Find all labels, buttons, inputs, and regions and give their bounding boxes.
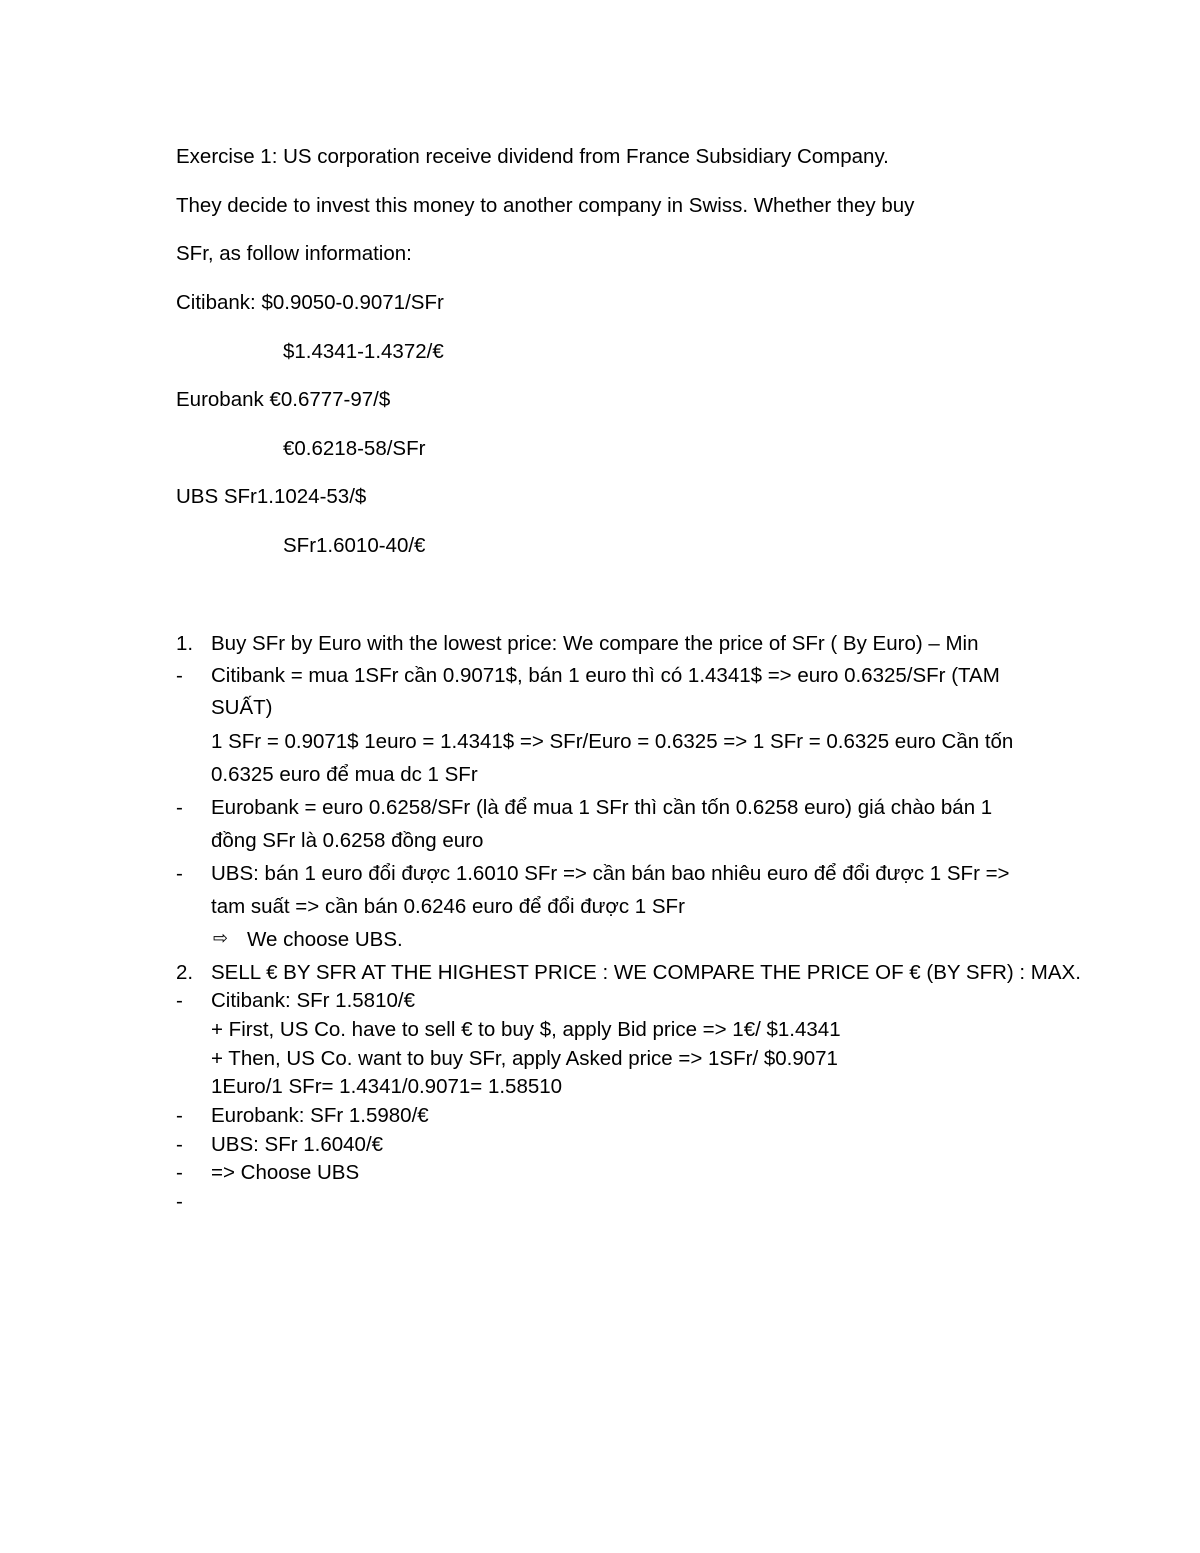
list-dash: - [176,862,183,885]
q1-citibank-line-d: 0.6325 euro để mua dc 1 SFr [211,763,478,786]
list-dash: - [176,1133,183,1156]
citibank-quote-1: Citibank: $0.9050-0.9071/SFr [176,291,444,314]
arrow-right-icon: ⇨ [213,928,229,949]
intro-line-3: SFr, as follow information: [176,242,412,265]
q1-citibank-line-a: Citibank = mua 1SFr cần 0.9071$, bán 1 euro thì có 1.4341$ => euro 0.6325/SFr (TAM [211,664,1000,687]
q1-citibank-line-b: SUẤT) [211,696,273,719]
q1-ubs-line-b: tam suất => cần bán 0.6246 euro để đổi được 1 SFr [211,895,685,918]
list-dash: - [176,796,183,819]
eurobank-quote-1: Eurobank €0.6777-97/$ [176,388,391,411]
intro-line-2: They decide to invest this money to another company in Swiss. Whether they buy [176,194,915,217]
q1-eurobank-line-a: Eurobank = euro 0.6258/SFr (là để mua 1 SFr thì cần tốn 0.6258 euro) giá chào bán 1 [211,796,993,819]
ubs-quote-1: UBS SFr1.1024-53/$ [176,485,367,508]
list-number-1: 1. [176,632,194,655]
list-dash: - [176,1161,183,1184]
list-dash: - [176,1190,183,1213]
list-dash: - [176,989,183,1012]
citibank-quote-2: $1.4341-1.4372/€ [283,340,444,363]
q2-step-2: + Then, US Co. want to buy SFr, apply Asked price => 1SFr/ $0.9071 [211,1047,838,1070]
q2-choose: => Choose UBS [211,1161,360,1184]
eurobank-quote-2: €0.6218-58/SFr [283,437,426,460]
q1-ubs-line-a: UBS: bán 1 euro đổi được 1.6010 SFr => cần bán bao nhiêu euro để đổi được 1 SFr => [211,862,1010,885]
q2-ubs: UBS: SFr 1.6040/€ [211,1133,384,1156]
q1-citibank-line-c: 1 SFr = 0.9071$ 1euro = 1.4341$ => SFr/Euro = 0.6325 => 1 SFr = 0.6325 euro Cần tốn [211,730,1014,753]
list-dash: - [176,664,183,687]
ubs-quote-2: SFr1.6010-40/€ [283,534,426,557]
list-dash: - [176,1104,183,1127]
list-number-2: 2. [176,961,194,984]
q1-eurobank-line-b: đồng SFr là 0.6258 đồng euro [211,829,484,852]
question-1-heading: Buy SFr by Euro with the lowest price: We compare the price of SFr ( By Euro) – Min [211,632,979,655]
q2-step-1: + First, US Co. have to sell € to buy $, apply Bid price => 1€/ $1.4341 [211,1018,841,1041]
intro-line-1: Exercise 1: US corporation receive dividend from France Subsidiary Company. [176,145,889,168]
q1-conclusion: We choose UBS. [247,928,403,951]
q2-eurobank: Eurobank: SFr 1.5980/€ [211,1104,429,1127]
q2-citibank: Citibank: SFr 1.5810/€ [211,989,415,1012]
q2-calculation: 1Euro/1 SFr= 1.4341/0.9071= 1.58510 [211,1075,563,1098]
question-2-heading: SELL € BY SFR AT THE HIGHEST PRICE : WE COMPARE THE PRICE OF € (BY SFR) : MAX. [211,961,1081,984]
